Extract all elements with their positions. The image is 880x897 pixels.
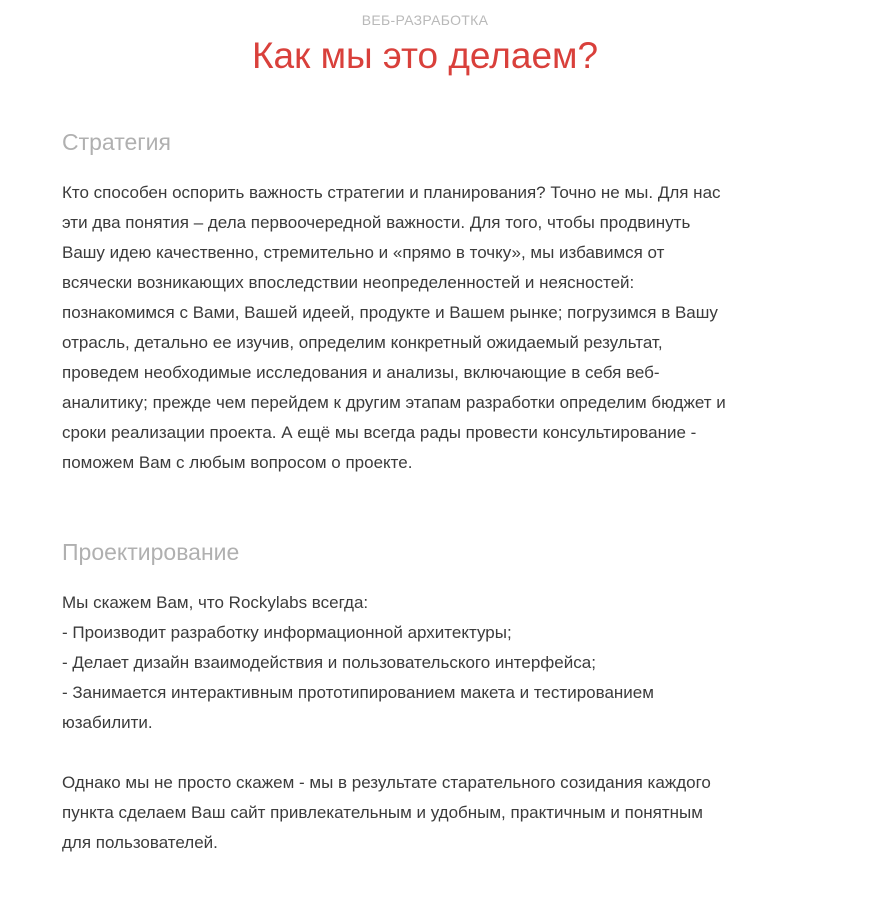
section-title-design: Проектирование <box>62 539 240 565</box>
design-list-paragraph <box>62 588 802 738</box>
strategy-line: отрасль, детально ее изучив, определим конкретный ожидаемый результат, <box>62 333 663 352</box>
content <box>62 124 802 858</box>
strategy-line: сроки реализации проекта. А ещё мы всегда рады провести консультирование - <box>62 423 697 442</box>
strategy-line: эти два понятия – дела первоочередной важности. Для того, чтобы продвинуть <box>62 213 691 232</box>
strategy-line: аналитику; прежде чем перейдем к другим этапам разработки определим бюджет и <box>62 393 726 412</box>
design-list-line: - Производит разработку информационной архитектуры; <box>62 623 512 642</box>
strategy-line: познакомимся с Вами, Вашей идеей, продукте и Вашем рынке; погрузимся в Вашу <box>62 303 718 322</box>
strategy-line: Кто способен оспорить важность стратегии и планирования? Точно не мы. Для нас <box>62 183 721 202</box>
design-closing-line: для пользователей. <box>62 833 218 852</box>
design-closing-line: пункта сделаем Ваш сайт привлекательным и удобным, практичным и понятным <box>62 803 703 822</box>
strategy-line: проведем необходимые исследования и анализы, включающие в себя веб- <box>62 363 660 382</box>
design-closing-paragraph <box>62 768 802 858</box>
strategy-line: Вашу идею качественно, стремительно и «прямо в точку», мы избавимся от <box>62 243 665 262</box>
design-list-line: - Делает дизайн взаимодействия и пользовательского интерфейса; <box>62 653 596 672</box>
design-list-line: - Занимается интерактивным прототипированием макета и тестированием <box>62 683 654 702</box>
strategy-paragraph <box>62 178 802 478</box>
design-list-line: юзабилити. <box>62 713 153 732</box>
section-title-strategy: Стратегия <box>62 129 171 155</box>
page-title: Как мы это делаем? <box>251 35 599 76</box>
strategy-line: всячески возникающих впоследствии неопределенностей и неясностей: <box>62 273 635 292</box>
section-eyebrow: ВЕБ-РАЗРАБОТКА <box>361 12 489 28</box>
strategy-line: поможем Вам с любым вопросом о проекте. <box>62 453 413 472</box>
design-closing-line: Однако мы не просто скажем - мы в результате старательного созидания каждого <box>62 773 711 792</box>
design-list-line: Мы скажем Вам, что Rockylabs всегда: <box>62 593 369 612</box>
